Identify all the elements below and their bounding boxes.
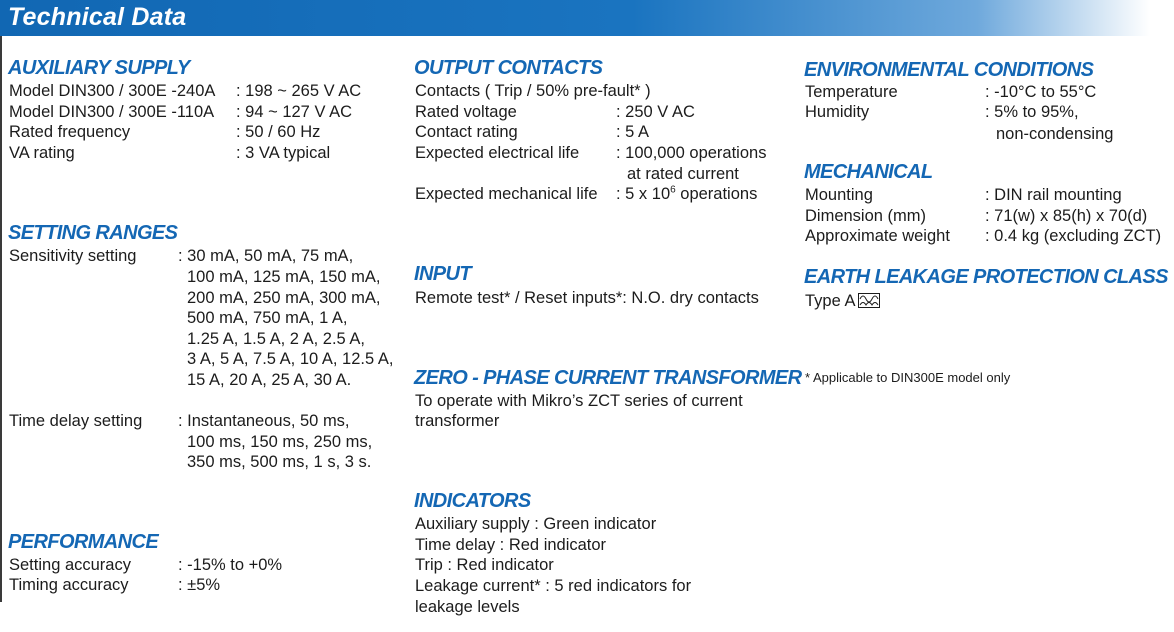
timing-accuracy-value: : ±5% — [178, 576, 221, 594]
sensitivity-value-line: 15 A, 20 A, 25 A, 30 A. — [187, 371, 352, 389]
input-text: Remote test* / Reset inputs*: N.O. dry contacts — [415, 289, 759, 307]
zct-text-line: To operate with Mikro’s ZCT series of current — [415, 392, 743, 410]
aux-value-va: : 3 VA typical — [236, 144, 331, 162]
time-delay-value-line: 350 ms, 500 ms, 1 s, 3 s. — [187, 453, 372, 471]
aux-value-frequency: : 50 / 60 Hz — [236, 123, 321, 141]
rated-voltage-label: Rated voltage — [415, 103, 517, 121]
contact-rating-value: : 5 A — [616, 123, 650, 141]
sensitivity-label: Sensitivity setting — [9, 247, 137, 265]
mechanical-life-unit: operations — [675, 185, 758, 203]
setting-accuracy-label: Setting accuracy — [9, 556, 131, 574]
output-contacts-intro: Contacts ( Trip / 50% pre-fault* ) — [415, 82, 651, 100]
sensitivity-value-line: 3 A, 5 A, 7.5 A, 10 A, 12.5 A, — [187, 350, 394, 368]
indicator-leakage-cont: leakage levels — [415, 598, 520, 616]
humidity-label: Humidity — [805, 103, 870, 121]
indicator-time-delay: Time delay : Red indicator — [415, 536, 607, 554]
sensitivity-value-line: 100 mA, 125 mA, 150 mA, — [187, 268, 381, 286]
weight-value: : 0.4 kg (excluding ZCT) — [985, 227, 1162, 245]
page-title: Technical Data — [8, 3, 187, 31]
sensitivity-value-line: 1.25 A, 1.5 A, 2 A, 2.5 A, — [187, 330, 365, 348]
aux-supply-heading: AUXILIARY SUPPLY — [8, 57, 190, 79]
earth-leakage-type — [805, 291, 880, 312]
aux-value-240a: : 198 ~ 265 V AC — [236, 82, 362, 100]
rated-voltage-value: : 250 V AC — [616, 103, 695, 121]
mechanical-life-base: : 5 x 10 — [616, 185, 671, 203]
ac-pulsating-dc-wave-icon — [858, 293, 880, 308]
indicator-aux-supply: Auxiliary supply : Green indicator — [415, 515, 657, 533]
temperature-label: Temperature — [805, 83, 898, 101]
output-contacts-heading: OUTPUT CONTACTS — [414, 57, 603, 79]
zct-text-line: transformer — [415, 412, 500, 430]
time-delay-value-line: 100 ms, 150 ms, 250 ms, — [187, 433, 373, 451]
aux-label-va: VA rating — [9, 144, 75, 162]
setting-accuracy-value: : -15% to +0% — [178, 556, 283, 574]
input-heading: INPUT — [414, 263, 472, 285]
earth-leakage-type-text: Type A — [805, 292, 856, 310]
aux-value-110a: : 94 ~ 127 V AC — [236, 103, 353, 121]
mechanical-heading: MECHANICAL — [804, 161, 933, 183]
time-delay-value-line: : Instantaneous, 50 ms, — [178, 412, 350, 430]
setting-ranges-heading: SETTING RANGES — [8, 222, 178, 244]
temperature-value: : -10°C to 55°C — [985, 83, 1097, 101]
mechanical-life-value — [616, 184, 757, 205]
electrical-life-value: : 100,000 operations — [616, 144, 767, 162]
aux-label-240a: Model DIN300 / 300E -240A — [9, 82, 216, 100]
sensitivity-value-line: : 30 mA, 50 mA, 75 mA, — [178, 247, 354, 265]
timing-accuracy-label: Timing accuracy — [9, 576, 129, 594]
left-divider — [0, 36, 2, 602]
mechanical-life-label: Expected mechanical life — [415, 185, 598, 203]
indicators-heading: INDICATORS — [414, 490, 531, 512]
zct-heading: ZERO - PHASE CURRENT TRANSFORMER — [414, 367, 802, 389]
electrical-life-value-cont: at rated current — [627, 165, 739, 183]
electrical-life-label: Expected electrical life — [415, 144, 580, 162]
performance-heading: PERFORMANCE — [8, 531, 159, 553]
humidity-value-cont: non-condensing — [996, 125, 1114, 143]
earth-leakage-heading: EARTH LEAKAGE PROTECTION CLASS — [804, 266, 1168, 288]
sensitivity-value-line: 200 mA, 250 mA, 300 mA, — [187, 289, 381, 307]
sensitivity-value-line: 500 mA, 750 mA, 1 A, — [187, 309, 348, 327]
header-bar — [0, 0, 1150, 36]
dimension-label: Dimension (mm) — [805, 207, 927, 225]
time-delay-label: Time delay setting — [9, 412, 143, 430]
mechanical-life-exponent: 6 — [670, 184, 676, 196]
aux-label-110a: Model DIN300 / 300E -110A — [9, 103, 215, 121]
weight-label: Approximate weight — [805, 227, 950, 245]
environmental-heading: ENVIRONMENTAL CONDITIONS — [804, 59, 1094, 81]
aux-label-frequency: Rated frequency — [9, 123, 131, 141]
contact-rating-label: Contact rating — [415, 123, 518, 141]
indicator-trip: Trip : Red indicator — [415, 556, 554, 574]
dimension-value: : 71(w) x 85(h) x 70(d) — [985, 207, 1148, 225]
humidity-value: : 5% to 95%, — [985, 103, 1079, 121]
indicator-leakage: Leakage current* : 5 red indicators for — [415, 577, 692, 595]
mounting-label: Mounting — [805, 186, 873, 204]
footnote: * Applicable to DIN300E model only — [805, 370, 1011, 385]
mounting-value: : DIN rail mounting — [985, 186, 1122, 204]
